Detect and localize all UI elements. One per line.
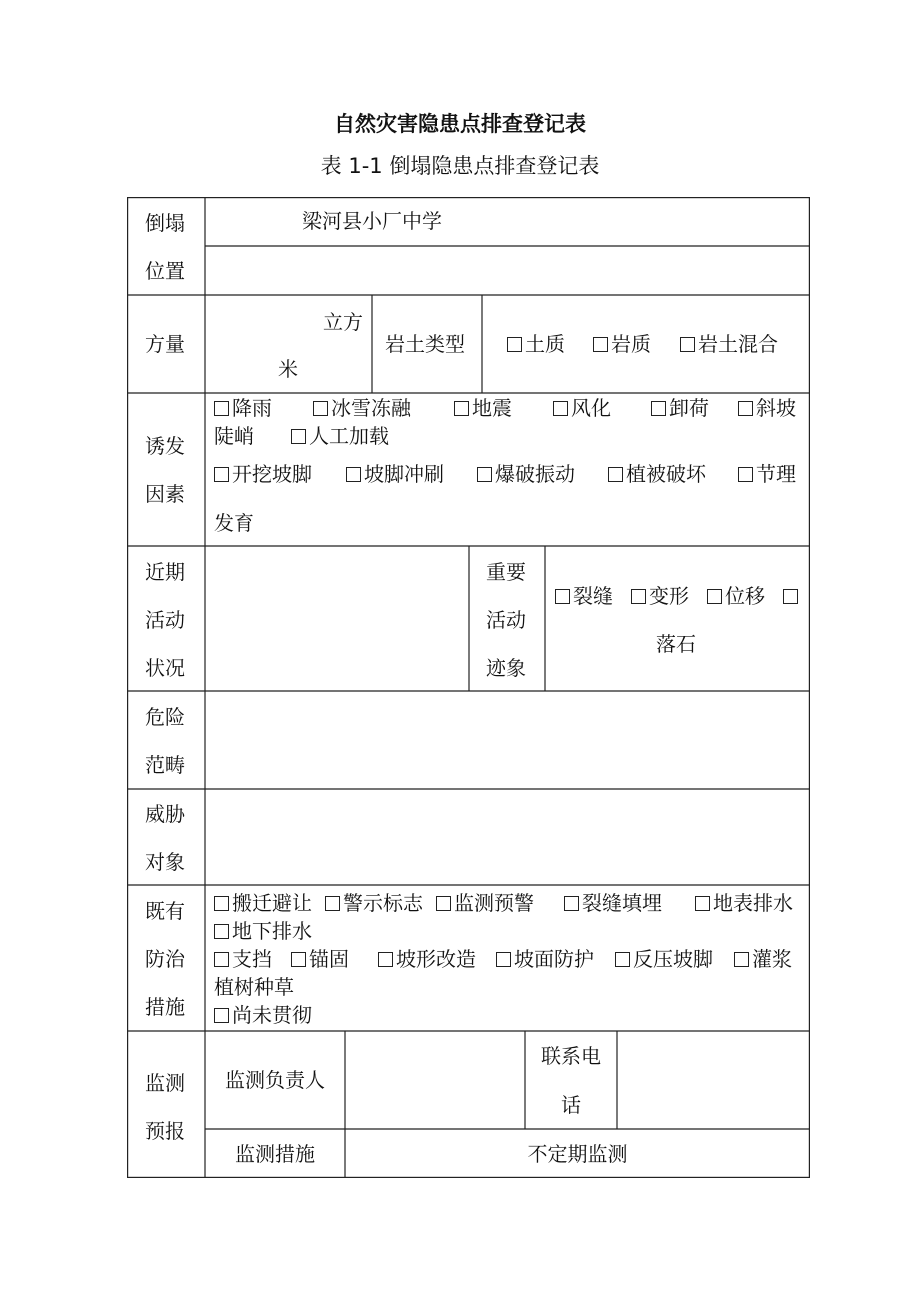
trigger-option[interactable]: 爆破振动	[477, 462, 575, 486]
checkbox-icon	[214, 952, 229, 967]
checkbox-icon	[553, 401, 568, 416]
trigger-option[interactable]: 降雨	[214, 396, 272, 420]
checkbox-icon	[707, 589, 722, 604]
measure-option[interactable]: 裂缝填埋	[564, 891, 662, 915]
checkbox-icon	[734, 952, 749, 967]
trigger-option[interactable]: 卸荷	[651, 396, 709, 420]
volume-label: 方量	[145, 332, 185, 356]
trace-option[interactable]: 变形	[631, 584, 689, 608]
checkbox-icon	[291, 952, 306, 967]
soil-option-soil[interactable]: 土质	[507, 332, 565, 356]
measure-option[interactable]: 灌浆	[734, 947, 792, 971]
checkbox-icon	[608, 467, 623, 482]
checkbox-icon	[214, 401, 229, 416]
measure-option[interactable]: 锚固	[291, 947, 349, 971]
trigger-option[interactable]: 植被破坏	[608, 462, 706, 486]
checkbox-icon	[454, 401, 469, 416]
checkbox-icon	[651, 401, 666, 416]
measure-option[interactable]: 坡形改造	[378, 947, 476, 971]
recent-label-3: 状况	[145, 656, 185, 680]
checkbox-icon	[695, 896, 710, 911]
trigger-option[interactable]: 开挖坡脚	[214, 462, 312, 486]
measures-label-3: 措施	[145, 995, 185, 1019]
measures-label-1: 既有	[145, 899, 185, 923]
monitor-method-value: 不定期监测	[527, 1142, 628, 1166]
checkbox-icon	[313, 401, 328, 416]
checkbox-icon	[477, 467, 492, 482]
trigger-option[interactable]: 人工加载	[291, 424, 389, 448]
trigger-option[interactable]: 地震	[454, 396, 512, 420]
measure-option[interactable]: 地下排水	[214, 919, 312, 943]
recent-label-2: 活动	[145, 608, 185, 632]
checkbox-icon	[555, 589, 570, 604]
checkbox-icon	[378, 952, 393, 967]
checkbox-icon	[738, 401, 753, 416]
traces-label-1: 重要	[486, 560, 526, 584]
checkbox-icon	[507, 337, 522, 352]
checkbox-icon	[680, 337, 695, 352]
threat-label-1: 威胁	[145, 802, 185, 826]
danger-label-2: 范畴	[145, 753, 185, 777]
page-title: 自然灾害隐患点排查登记表	[334, 112, 586, 136]
threat-label-2: 对象	[145, 850, 185, 874]
triggers-label-2: 因素	[145, 482, 185, 506]
monitoring-label-1: 监测	[145, 1071, 185, 1095]
checkbox-icon	[214, 1008, 229, 1023]
volume-unit-2: 米	[278, 357, 298, 381]
checkbox-icon	[214, 924, 229, 939]
volume-unit-1: 立方	[323, 310, 363, 334]
traces-label-2: 活动	[486, 608, 526, 632]
monitor-method-label: 监测措施	[235, 1142, 315, 1166]
triggers-label-1: 诱发	[145, 434, 185, 458]
checkbox-icon	[214, 467, 229, 482]
checkbox-icon	[615, 952, 630, 967]
traces-label-3: 迹象	[486, 656, 526, 680]
checkbox-icon	[631, 589, 646, 604]
measure-option[interactable]: 支挡	[214, 947, 272, 971]
checkbox-icon	[325, 896, 340, 911]
measure-option-cont: 植树种草	[214, 975, 294, 999]
checkbox-icon	[346, 467, 361, 482]
trace-option[interactable]	[783, 584, 801, 608]
measure-option[interactable]: 警示标志	[325, 891, 423, 915]
checkbox-icon	[291, 429, 306, 444]
trace-option-cont: 落石	[656, 632, 696, 656]
measure-option[interactable]: 反压坡脚	[615, 947, 713, 971]
registration-table	[127, 197, 810, 1178]
measure-option[interactable]: 搬迁避让	[214, 891, 312, 915]
table-subtitle: 表 1-1 倒塌隐患点排查登记表	[320, 154, 600, 178]
trigger-option[interactable]: 冰雪冻融	[313, 396, 411, 420]
monitor-person-label: 监测负责人	[225, 1068, 325, 1092]
danger-label-1: 危险	[145, 705, 185, 729]
phone-label-2: 话	[561, 1093, 581, 1117]
measure-option[interactable]: 坡面防护	[496, 947, 594, 971]
checkbox-icon	[783, 589, 798, 604]
trigger-option[interactable]: 坡脚冲刷	[346, 462, 444, 486]
trigger-option[interactable]: 斜坡	[738, 396, 796, 420]
checkbox-icon	[436, 896, 451, 911]
location-value: 梁河县小厂中学	[302, 209, 442, 233]
measure-option[interactable]: 监测预警	[436, 891, 534, 915]
measure-option[interactable]: 地表排水	[695, 891, 793, 915]
trace-option[interactable]: 位移	[707, 584, 765, 608]
trigger-option-cont: 发育	[214, 511, 254, 535]
location-label-1: 倒塌	[145, 211, 185, 235]
checkbox-icon	[738, 467, 753, 482]
soil-type-label: 岩土类型	[385, 332, 465, 356]
soil-option-mixed[interactable]: 岩土混合	[680, 332, 778, 356]
monitoring-label-2: 预报	[145, 1119, 185, 1143]
trigger-option-cont: 陡峭	[214, 424, 254, 448]
measure-option[interactable]: 尚未贯彻	[214, 1003, 312, 1027]
trace-option[interactable]: 裂缝	[555, 584, 613, 608]
checkbox-icon	[593, 337, 608, 352]
checkbox-icon	[564, 896, 579, 911]
location-label-2: 位置	[145, 259, 185, 283]
measures-label-2: 防治	[145, 947, 185, 971]
checkbox-icon	[496, 952, 511, 967]
recent-label-1: 近期	[145, 560, 185, 584]
soil-option-rock[interactable]: 岩质	[593, 332, 651, 356]
trigger-option[interactable]: 节理	[738, 462, 796, 486]
trigger-option[interactable]: 风化	[553, 396, 611, 420]
checkbox-icon	[214, 896, 229, 911]
phone-label-1: 联系电	[541, 1044, 601, 1068]
